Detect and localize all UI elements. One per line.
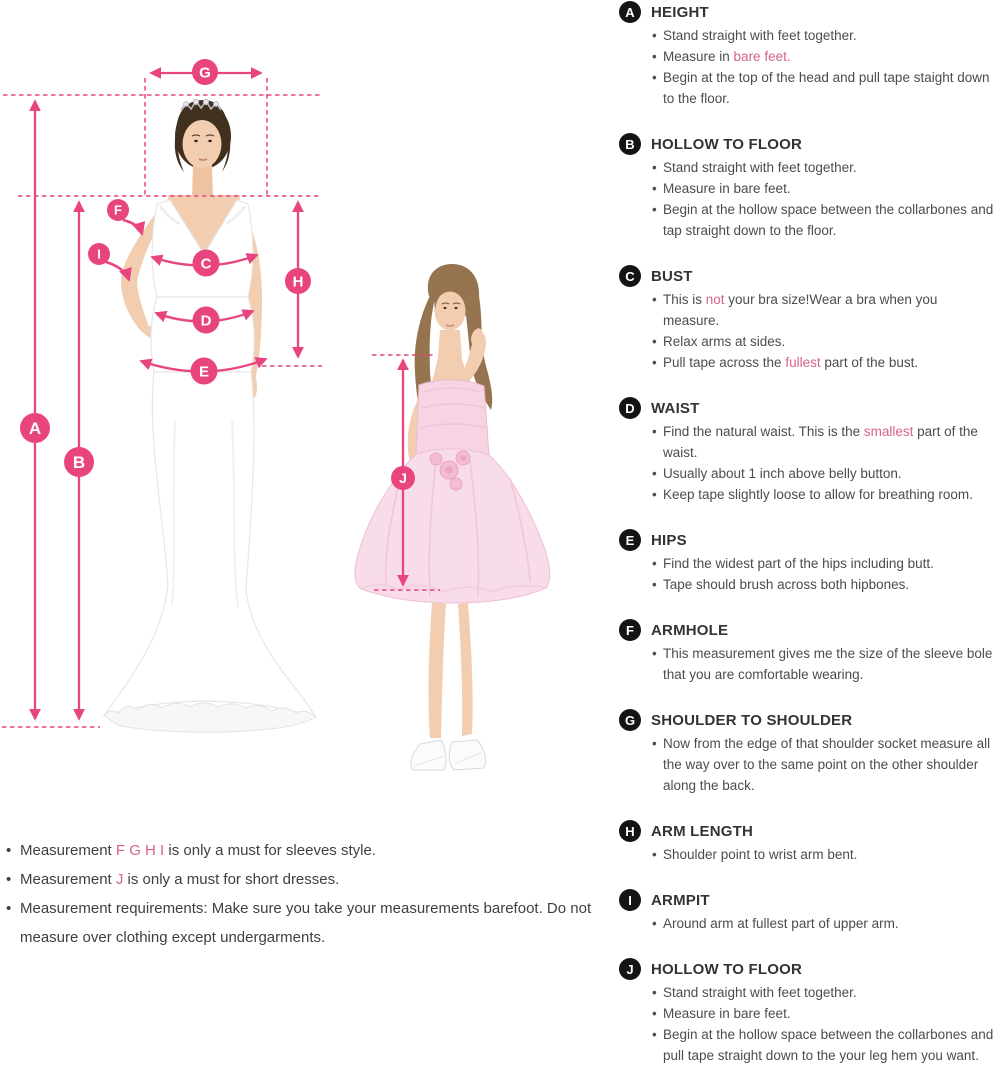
svg-text:A: A: [28, 418, 42, 438]
section-title: SHOULDER TO SHOULDER: [651, 711, 853, 729]
bullet-text: Stand straight with feet together.: [663, 28, 857, 43]
instruction-bullet: [652, 733, 995, 796]
instruction-bullet: [652, 157, 995, 178]
bullet-text: Relax arms at sides.: [663, 334, 786, 349]
letter-badge: I: [619, 889, 641, 911]
badge-F: [107, 199, 129, 221]
badge-E: [191, 358, 218, 385]
section-title: BUST: [651, 267, 693, 285]
measure-section-F: [619, 619, 995, 685]
measure-section-D: [619, 397, 995, 505]
bullet-text: Begin at the hollow space between the collarbones and pull tape straight down to the your leg hem you want.: [663, 1027, 994, 1063]
section-title: ARM LENGTH: [651, 822, 753, 840]
badge-B: [64, 447, 94, 477]
bullet-text: part of the bust.: [820, 355, 919, 370]
instruction-bullet: [652, 463, 995, 484]
instruction-bullet: [652, 484, 995, 505]
letter-badge: A: [619, 1, 641, 23]
svg-text:C: C: [200, 255, 212, 273]
section-title: ARMPIT: [651, 891, 710, 909]
svg-text:B: B: [72, 452, 86, 472]
measure-section-C: [619, 265, 995, 373]
instruction-bullet: [652, 982, 995, 1003]
shoes: [411, 740, 486, 770]
note-item: [6, 894, 606, 952]
bullet-text: Find the natural waist. This is the: [663, 424, 864, 439]
badge-A: [20, 413, 50, 443]
instruction-bullet: [652, 25, 995, 46]
note-text: is only a must for short dresses.: [123, 871, 340, 888]
highlighted-text: J: [115, 871, 124, 888]
instruction-bullet: [652, 1003, 995, 1024]
instruction-bullet: [652, 331, 995, 352]
bullet-text: Keep tape slightly loose to allow for breathing room.: [663, 487, 973, 502]
instruction-bullet: [652, 289, 995, 331]
instruction-bullet: [652, 553, 995, 574]
section-title: HOLLOW TO FLOOR: [651, 135, 803, 153]
section-title: WAIST: [651, 399, 700, 417]
measure-section-G: [619, 709, 995, 796]
letter-badge: H: [619, 820, 641, 842]
measure-section-I: [619, 889, 995, 934]
note-item: [6, 836, 606, 865]
badge-G: [192, 59, 218, 85]
section-title: ARMHOLE: [651, 621, 729, 639]
bride-figure: [104, 99, 316, 732]
instructions-list: [619, 1, 995, 1066]
measure-section-J: [619, 958, 995, 1066]
instruction-bullet: [652, 844, 995, 865]
highlighted-text: F G H I: [115, 842, 165, 859]
letter-badge: F: [619, 619, 641, 641]
svg-text:H: H: [292, 273, 304, 291]
svg-text:E: E: [198, 363, 210, 381]
badge-D: [193, 307, 220, 334]
letter-badge: G: [619, 709, 641, 731]
instruction-bullet: [652, 574, 995, 595]
arrow-F: [123, 220, 142, 234]
instructions-column: [619, 1, 995, 1090]
instruction-bullet: [652, 421, 995, 463]
svg-text:G: G: [199, 64, 211, 82]
badge-J: [391, 466, 415, 490]
instruction-bullet: [652, 913, 995, 934]
measure-section-E: [619, 529, 995, 595]
instruction-bullet: [652, 178, 995, 199]
svg-text:J: J: [399, 469, 407, 486]
bullet-text: part of the waist.: [663, 424, 978, 460]
svg-text:F: F: [114, 202, 122, 218]
letter-badge: J: [619, 958, 641, 980]
bullet-text: Shoulder point to wrist arm bent.: [663, 847, 858, 862]
instruction-bullet: [652, 1024, 995, 1066]
bullet-text: Measure in bare feet.: [663, 1006, 791, 1021]
bullet-text: Measure in: [663, 49, 734, 64]
letter-badge: C: [619, 265, 641, 287]
letter-badge: D: [619, 397, 641, 419]
bullet-text: Around arm at fullest part of upper arm.: [663, 916, 899, 931]
measure-section-A: [619, 1, 995, 109]
bullet-text: Usually about 1 inch above belly button.: [663, 466, 902, 481]
badge-H: [285, 268, 311, 294]
instruction-bullet: [652, 46, 995, 67]
instruction-bullet: [652, 352, 995, 373]
bullet-text: This is: [663, 292, 706, 307]
highlighted-text: bare feet.: [733, 49, 791, 64]
instruction-bullet: [652, 643, 995, 685]
bullet-text: This measurement gives me the size of the sleeve bole that you are comfortable wearing.: [663, 646, 993, 682]
letter-badge: B: [619, 133, 641, 155]
bullet-text: Find the widest part of the hips including butt.: [663, 556, 934, 571]
bullet-text: Begin at the hollow space between the collarbones and tap straight down to the floor.: [663, 202, 994, 238]
bullet-text: Measure in bare feet.: [663, 181, 791, 196]
short-dress-figure: [355, 264, 550, 770]
instruction-bullet: [652, 199, 995, 241]
letter-badge: E: [619, 529, 641, 551]
note-text: is only a must for sleeves style.: [164, 842, 376, 859]
note-item: [6, 865, 606, 894]
highlighted-text: not: [705, 292, 725, 307]
badge-I: [88, 243, 110, 265]
bullet-text: Now from the edge of that shoulder socket measure all the way over to the same point on the other shoulder along the back.: [663, 736, 991, 793]
section-title: HOLLOW TO FLOOR: [651, 960, 803, 978]
svg-text:I: I: [97, 246, 101, 262]
highlighted-text: smallest: [863, 424, 914, 439]
bullet-text: your bra size!Wear a bra when you measure.: [663, 292, 938, 328]
measurement-notes: [6, 836, 606, 952]
note-text: Measurement requirements: Make sure you take your measurements barefoot. Do not measure over clothing except undergarments.: [20, 900, 592, 946]
badge-C: [193, 250, 220, 277]
bullet-text: Stand straight with feet together.: [663, 160, 857, 175]
note-text: Measurement: [20, 842, 116, 859]
section-title: HIPS: [651, 531, 687, 549]
highlighted-text: fullest: [785, 355, 821, 370]
measure-section-H: [619, 820, 995, 865]
notes-list: [6, 836, 606, 952]
instruction-bullet: [652, 67, 995, 109]
bullet-text: Pull tape across the: [663, 355, 786, 370]
section-title: HEIGHT: [651, 3, 709, 21]
bullet-text: Tape should brush across both hipbones.: [663, 577, 910, 592]
measure-section-B: [619, 133, 995, 241]
svg-text:D: D: [200, 312, 212, 330]
note-text: Measurement: [20, 871, 116, 888]
bullet-text: Begin at the top of the head and pull tape staight down to the floor.: [663, 70, 990, 106]
bullet-text: Stand straight with feet together.: [663, 985, 857, 1000]
